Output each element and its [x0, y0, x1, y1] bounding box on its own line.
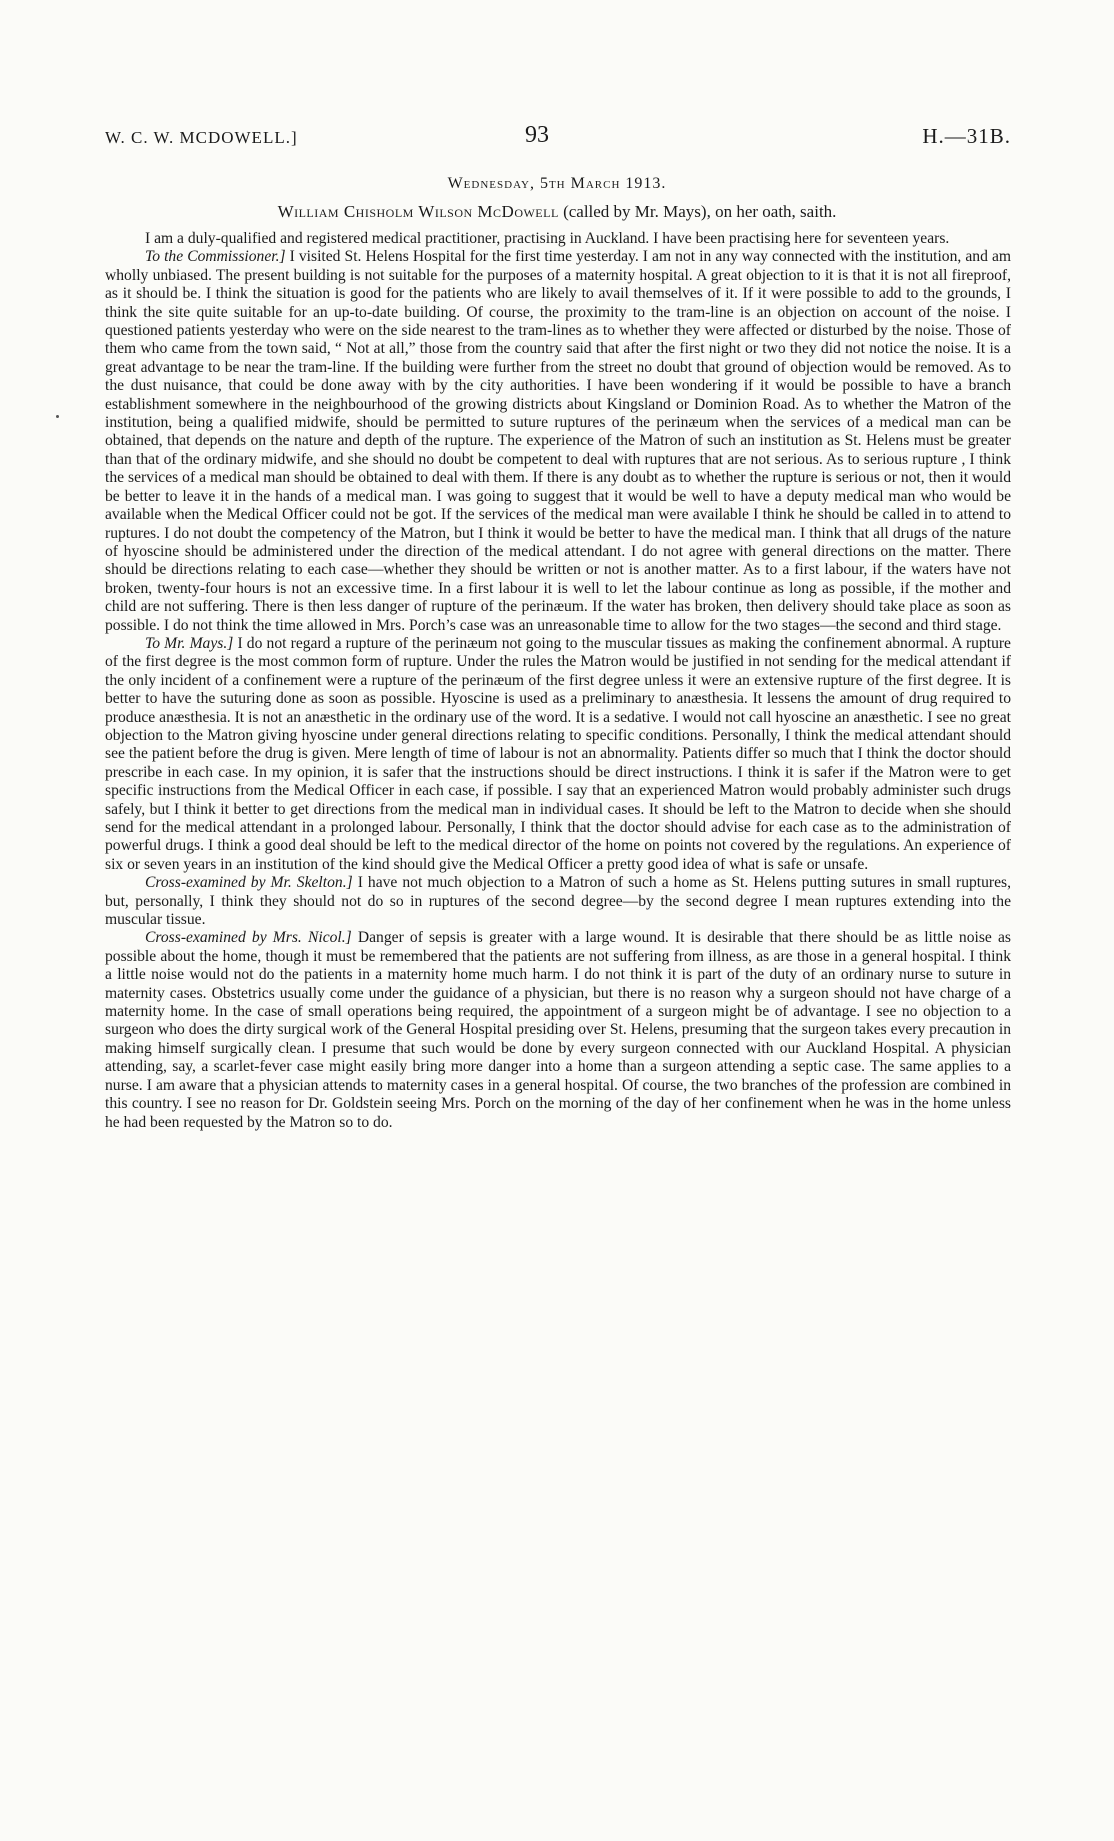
- paragraph: [105, 874, 1011, 929]
- paragraph-lead: Cross-examined by Mrs. Nicol.]: [145, 929, 352, 947]
- running-header: [105, 122, 1011, 152]
- paragraph-lead: Cross-examined by Mr. Skelton.]: [145, 874, 353, 892]
- paragraph: [105, 230, 1011, 248]
- hearing-date: Wednesday, 5th March 1913.: [447, 175, 667, 192]
- witness-name: William Chisholm Wilson McDowell: [277, 202, 559, 221]
- paragraph-lead: To Mr. Mays.]: [145, 634, 234, 652]
- document-reference: H.—31B.: [922, 124, 1011, 148]
- page-number: 93: [525, 122, 549, 148]
- paragraph-text: I am a duly-qualified and registered medical practitioner, practising in Auckland. I have been practising here for seventeen years.: [145, 230, 950, 247]
- paragraph-text: I do not regard a rupture of the perinæum not going to the muscular tissues as making the confinement abnormal. A rupture of the first degree is the most common form of rupture. Under the rules the Matron would be justified in not sending for the medical attendant if the only incident of a confinement were a rupture of the perinæum of the first degree unless it were an extensive rupture of the first degree. It is better to have the suturing done as soon as possible. Hyoscine is used as a preliminary to anæsthesia. It lessens the amount of drug required to produce anæsthesia. It is not an anæsthetic in the ordinary use of the word. It is a sedative. I would not call hyoscine an anæsthetic. I see no great objection to the Matron giving hyoscine under general directions relating to specific conditions. Personally, I think the medical attendant should see the patient before the drug is given. Mere length of time of labour is not an abnormality. Patients differ so much that I think the doctor should prescribe in each case. In my opinion, it is safer that the instructions should be direct instructions. I think it is safer if the Matron were to get specific instructions from the Medical Officer in each case, if possible. I say that an experienced Matron would probably administer such drugs safely, but I think it better to get directions from the medical man in individual cases. It should be left to the Matron to decide when she should send for the medical attendant in a prolonged labour. Personally, I think that the doctor should advise for each case as to the administration of powerful drugs. I think a good deal should be left to the medical director of the home on points not covered by the regulations. An experience of six or seven years in an institution of the kind should give the Medical Officer a pretty good idea of what is safe or unsafe.: [105, 634, 1011, 873]
- witness-heading: [0, 202, 1114, 222]
- paragraph-text: I have not much objection to a Matron of such a home as St. Helens putting sutures in small ruptures, but, personally, I think they should not do so in ruptures of the second degree—by the second degree I mean ruptures extending into the muscular tissue.: [105, 874, 1011, 929]
- paragraph: [105, 635, 1011, 874]
- paragraph: [105, 929, 1011, 1131]
- paragraph-text: I visited St. Helens Hospital for the first time yesterday. I am not in any way connected with the institution, and am wholly unbiased. The present building is not suitable for the purposes of a maternity hospital. A great objection to it is that it is not all fireproof, as it should be. I think the situation is good for the patients who are likely to avail themselves of it. If it were possible to add to the grounds, I think the site quite suitable for an up-to-date building. Of course, the proximity to the tram-line is an objection on account of the noise. I questioned patients yesterday who were on the side nearest to the tram-lines as to whether they were affected or disturbed by the noise. Those of them who came from the town said, “ Not at all,” those from the country said that after the first night or two they did not notice the noise. It is a great advantage to be near the tram-line. If the building were further from the street no doubt that ground of objection would be removed. As to the dust nuisance, that could be done away with by the city authorities. I have been wondering if it would be possible to have a branch establishment somewhere in the neighbourhood of the growing districts about Kingsland or Dominion Road. As to whether the Matron of the institution, being a qualified midwife, should be permitted to suture ruptures of the perinæum when the services of a medical man can be obtained, that depends on the nature and depth of the rupture. The experience of the Matron of such an institution as St. Helens must be greater than that of the ordinary midwife, and she should no doubt be competent to deal with ruptures that are not serious. As to serious rupture , I think the services of a medical man should be obtained to deal with them. If there is any doubt as to whether the rupture is serious or not, then it would be better to leave it in the hands of a medical man. I was going to suggest that it would be well to have a deputy medical man who would be available when the Medical Officer could not be got. If the services of the medical man were available I think he should be called in to attend to ruptures. I do not doubt the competency of the Matron, but I think it would be better to have the medical man. I think that all drugs of the nature of hyoscine should be administered under the direction of the medical attendant. I do not agree with general directions on the matter. There should be directions relating to each case—whether they should be written or not is another matter. As to a first labour, if the waters have not broken, twenty-four hours is not an excessive time. In a first labour it is well to let the labour continue as long as possible, if the mother and child are not suffering. There is then less danger of rupture of the perinæum. If the water has broken, then delivery should take place as soon as possible. I do not think the time allowed in Mrs. Porch’s case was an unreasonable time to allow for the two stages—the second and third stage.: [105, 248, 1011, 634]
- margin-mark: [56, 415, 59, 418]
- testimony-body: [105, 230, 1011, 1132]
- paragraph: [105, 248, 1011, 635]
- paragraph-text: Danger of sepsis is greater with a large wound. It is desirable that there should be as little noise as possible about the home, though it must be remembered that the patients are not suffering from illness, as are those in a general hospital. I think a little noise would not do the patients in a maternity home much harm. I do not think it is part of the duty of an ordinary nurse to suture in maternity cases. Obstetrics usually come under the guidance of a physician, but there is no reason why a surgeon should not have charge of a maternity home. In the case of small operations being required, the appointment of a surgeon might be of advantage. I see no objection to a surgeon who does the dirty surgical work of the General Hospital presiding over St. Helens, presuming that the surgeon takes every precaution in making himself surgically clean. I presume that such would be done by every surgeon connected with our Auckland Hospital. A physician attending, say, a scarlet-fever case might easily bring more danger into a home than a surgeon attending a septic case. The same applies to a nurse. I am aware that a physician attends to maternity cases in a general hospital. Of course, the two branches of the profession are combined in this country. I see no reason for Dr. Goldstein seeing Mrs. Porch on the morning of the day of her confinement when he was in the home unless he had been requested by the Matron so to do.: [105, 929, 1011, 1131]
- witness-oath: (called by Mr. Mays), on her oath, saith.: [558, 202, 837, 221]
- header-witness-name: W. C. W. MCDOWELL.]: [105, 128, 298, 147]
- paragraph-lead: To the Commissioner.]: [145, 248, 286, 266]
